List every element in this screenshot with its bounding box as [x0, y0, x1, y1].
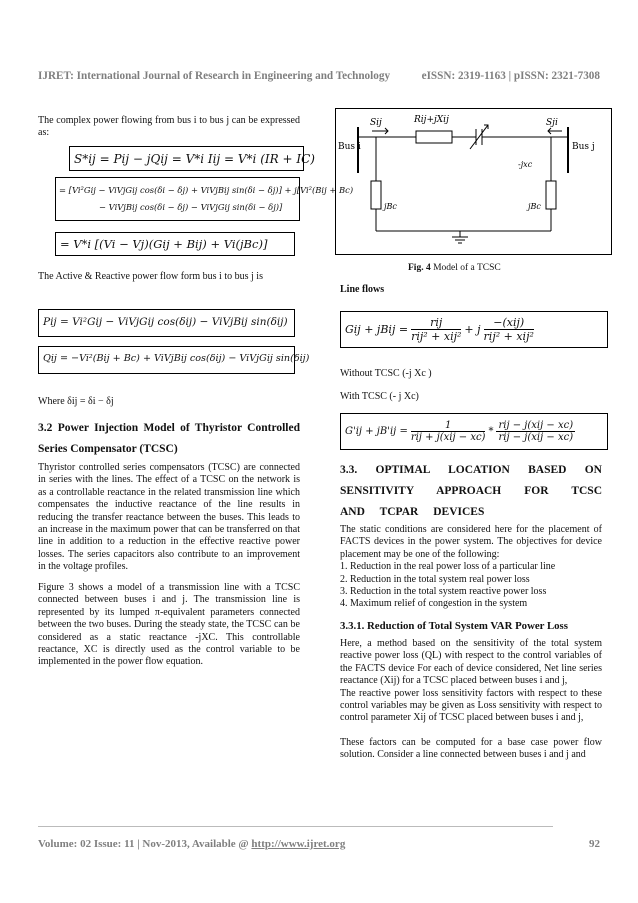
journal-title: IJRET: International Journal of Research in Engineering and Technology	[38, 70, 391, 82]
numerator: 1	[411, 420, 486, 432]
active-reactive-text	[38, 271, 300, 283]
equation-text: Qij = −Vi²(Bij + Bc) + ViVjBij cos(δij) − ViVjGij sin(δij)	[43, 353, 310, 364]
var-loss-paragraph-2: The reactive power loss sensitivity factors with respect to these control variables may be given as Loss sensitivity with respect to control parameter Xij of TCSC placed between buses i and j,	[340, 687, 602, 724]
var-loss-paragraph-3: These factors can be computed for a base case power flow solution. Consider a line connected between buses i and j and	[340, 736, 602, 761]
equation-text: Gij + jBij =	[345, 323, 409, 336]
list-item: 1. Reduction in the real power loss of a particular line	[340, 561, 556, 573]
label-bus-j: Bus j	[572, 142, 595, 152]
tcsc-paragraph	[38, 462, 300, 574]
section-heading-3-3: 3.3. OPTIMAL LOCATION BASED ON SENSITIVITY APPROACH FOR TCSC AND TCPAR DEVICES	[340, 464, 602, 518]
label-impedance: Rij+jXij	[414, 115, 449, 125]
label-bus-i: Bus i	[338, 142, 361, 152]
denominator: rij − j(xij − xc)	[498, 432, 574, 443]
label-sji: Sji	[546, 118, 558, 128]
equation-text: = V*i [(Vi − Vj)(Gij + Bij) + Vi(jBc)]	[60, 237, 268, 251]
tcsc-paragraph-text: Thyristor controlled series compensators (TCSC) are connected in series with the lines. The effect of a TCSC on the network is as a controllable reactance in the related transmission line which compensates the inductive reactance of the line results in reducing the transfer reactance between the buses. This leads to an increase in the maximum power that can be transferred on that line in addition to a reduction in the effective reactive power losses. The series capacitors also contribute to an improvement in the voltage profiles.	[38, 462, 300, 573]
placement-objectives	[340, 524, 602, 611]
equation-line-flow	[340, 311, 608, 348]
var-loss-section	[340, 638, 602, 762]
list-item: 3. Reduction in the total system reactive power loss	[340, 586, 547, 598]
fraction	[484, 316, 534, 343]
active-reactive-line: The Active & Reactive power flow form bus i to bus j is	[38, 271, 263, 282]
var-loss-paragraph-1: Here, a method based on the sensitivity of the total system reactive power loss (QL) with respect to the control variables of the FACTS device For each of device considered, Net line series reactance (Xij) for a TCSC placed between buses i and j,	[340, 638, 602, 687]
without-tcsc-text: Without TCSC (-j Xc )	[340, 368, 432, 379]
figure-caption	[408, 262, 608, 274]
figure3-paragraph	[38, 582, 300, 669]
with-tcsc-text: With TCSC (- j Xc)	[340, 391, 419, 402]
label-tcsc: -jxc	[518, 160, 533, 169]
figure-caption-text: Model of a TCSC	[430, 263, 501, 273]
footer-divider	[38, 826, 553, 827]
numerator: rij − j(xij − xc)	[498, 420, 574, 431]
label-jbc-right: jBc	[528, 202, 541, 211]
journal-header	[38, 70, 600, 82]
equation-line: = [Vi²Gij − ViVjGij cos(δi − δj) + ViVjBij sin(δi − δj)] + j[Vi²(Bij + Bc)	[59, 185, 354, 195]
equation-text: + j	[464, 323, 481, 336]
figure-caption-label: Fig. 4	[408, 263, 431, 273]
denominator: rij² + xij²	[483, 330, 534, 343]
footer-volume	[38, 838, 345, 850]
journal-link[interactable]: http://www.ijret.org	[251, 838, 346, 850]
where-line: Where δij = δi − δj	[38, 396, 114, 407]
equation-tcsc-line-flow	[340, 413, 608, 450]
equation-text: Pij = Vi²Gij − ViVjGij cos(δij) − ViVjBij sin(δij)	[43, 316, 288, 328]
intro-paragraph: The complex power flowing from bus i to bus j can be expressed as:	[38, 115, 300, 139]
fraction	[496, 420, 575, 443]
equation-text: *	[488, 426, 494, 437]
numerator: rij	[411, 316, 461, 330]
fraction	[411, 316, 461, 343]
section-heading-3-2: 3.2 Power Injection Model of Thyristor Controlled Series Compensator (TCSC)	[38, 422, 300, 455]
label-sij: Sij	[370, 118, 382, 128]
equation-active-power	[38, 309, 295, 337]
list-item: 2. Reduction in the total system real power loss	[340, 573, 530, 585]
section-heading-3-3-1: 3.3.1. Reduction of Total System VAR Power Loss	[340, 620, 568, 632]
list-item: 4. Maximum relief of congestion in the system	[340, 598, 528, 610]
denominator: rij² + xij²	[411, 330, 462, 343]
fraction	[411, 420, 486, 443]
static-conditions-paragraph: The static conditions are considered here for the placement of FACTS devices in the power system. The objectives for device placement may be one of the following:	[340, 524, 602, 560]
equation-simplified	[55, 232, 295, 256]
label-jbc-left: jBc	[384, 202, 397, 211]
denominator: rij + j(xij − xc)	[410, 432, 486, 443]
figure3-paragraph-text: Figure 3 shows a model of a transmission line with a TCSC connected between buses i and j. The transmission line is represented by its lumped π-equivalent parameters connected between the two buses. During the steady state, the TCSC can be considered as a static reactance -jXC. This controllable reactance, XC is directly used as the control variable to be implemented in the power flow equation.	[38, 582, 300, 668]
left-intro	[38, 115, 300, 140]
equation-reactive-power	[38, 346, 310, 374]
tcsc-model-figure	[335, 108, 612, 255]
equation-expanded	[55, 177, 354, 221]
equation-line: − ViVjBij cos(δi − δj) − ViVjGij sin(δi − δj)]	[99, 202, 283, 212]
equation-text: G'ij + jB'ij =	[345, 426, 408, 437]
footer-text: Volume: 02 Issue: 11 | Nov-2013, Available @	[38, 838, 252, 850]
equation-text: S*ij = Pij − jQij = V*i Iij = V*i (IR + IC)	[74, 152, 315, 166]
line-flows-label: Line flows	[340, 284, 385, 295]
equation-complex-power	[69, 146, 315, 171]
journal-issn: eISSN: 2319-1163 | pISSN: 2321-7308	[421, 70, 600, 82]
tcsc-circuit-diagram	[336, 109, 611, 254]
page-number: 92	[589, 838, 600, 850]
where-text	[38, 396, 300, 408]
numerator: −(xij)	[484, 316, 534, 330]
